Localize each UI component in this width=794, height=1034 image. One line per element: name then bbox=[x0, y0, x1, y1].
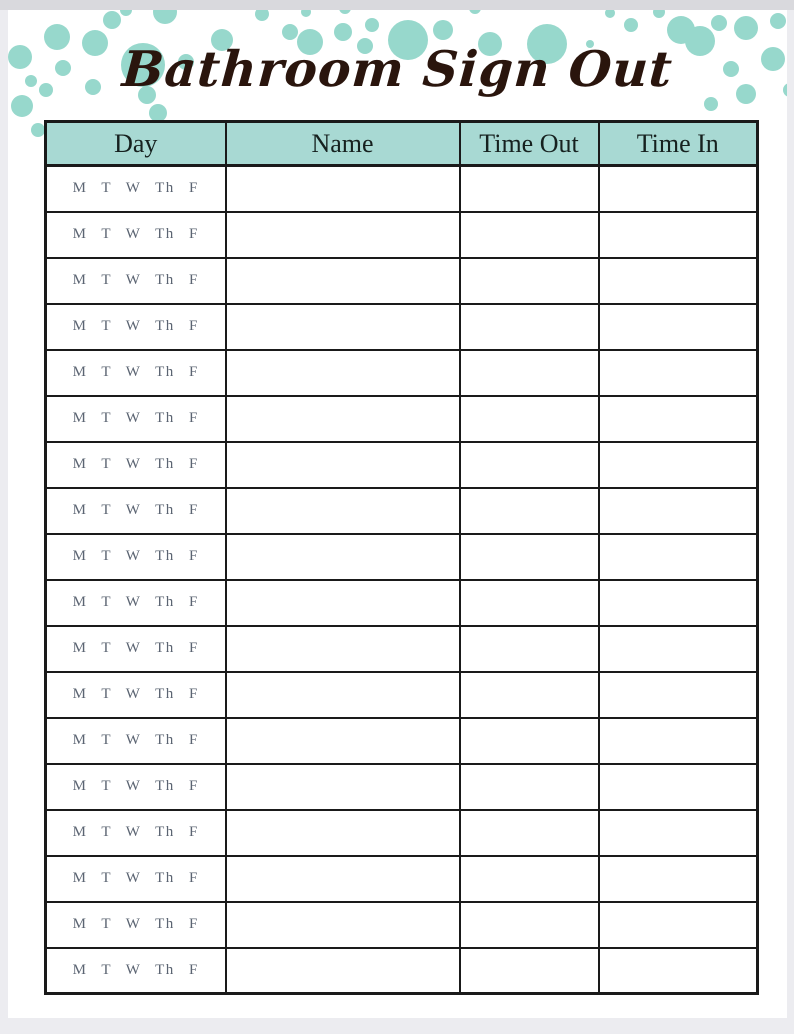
time-in-cell bbox=[599, 902, 758, 948]
time-in-cell bbox=[599, 396, 758, 442]
name-cell bbox=[226, 442, 460, 488]
sheet-page bbox=[8, 10, 787, 1018]
day-cell: M T W Th F bbox=[46, 856, 226, 902]
time-out-cell bbox=[460, 810, 599, 856]
table-row bbox=[46, 810, 758, 856]
signout-table bbox=[44, 120, 759, 995]
table-row bbox=[46, 580, 758, 626]
name-cell bbox=[226, 304, 460, 350]
table-header bbox=[46, 122, 758, 166]
time-out-cell bbox=[460, 902, 599, 948]
day-cell: M T W Th F bbox=[46, 948, 226, 994]
column-header-time-in: Time In bbox=[599, 122, 758, 166]
name-cell bbox=[226, 718, 460, 764]
time-out-cell bbox=[460, 856, 599, 902]
time-in-cell bbox=[599, 350, 758, 396]
polka-dot bbox=[711, 15, 727, 31]
day-cell: M T W Th F bbox=[46, 212, 226, 258]
day-cell: M T W Th F bbox=[46, 718, 226, 764]
polka-dot bbox=[770, 13, 786, 29]
photo-frame-top-edge bbox=[0, 0, 794, 10]
time-out-cell bbox=[460, 626, 599, 672]
name-cell bbox=[226, 212, 460, 258]
name-cell bbox=[226, 672, 460, 718]
time-out-cell bbox=[460, 764, 599, 810]
day-cell: M T W Th F bbox=[46, 764, 226, 810]
table-row bbox=[46, 350, 758, 396]
polka-dot bbox=[120, 10, 132, 16]
polka-dot bbox=[103, 11, 121, 29]
polka-dot bbox=[653, 10, 665, 18]
day-cell: M T W Th F bbox=[46, 350, 226, 396]
time-in-cell bbox=[599, 948, 758, 994]
name-cell bbox=[226, 488, 460, 534]
day-cell: M T W Th F bbox=[46, 902, 226, 948]
table-body bbox=[46, 166, 758, 994]
time-in-cell bbox=[599, 258, 758, 304]
day-cell: M T W Th F bbox=[46, 534, 226, 580]
time-in-cell bbox=[599, 718, 758, 764]
polka-dot bbox=[301, 10, 311, 17]
table-row bbox=[46, 948, 758, 994]
polka-dot bbox=[31, 123, 45, 137]
name-cell bbox=[226, 902, 460, 948]
time-out-cell bbox=[460, 948, 599, 994]
page-title: Bathroom Sign Out bbox=[120, 40, 675, 98]
table-row bbox=[46, 442, 758, 488]
name-cell bbox=[226, 396, 460, 442]
name-cell bbox=[226, 856, 460, 902]
polka-dot bbox=[704, 97, 718, 111]
table-row bbox=[46, 166, 758, 212]
day-cell: M T W Th F bbox=[46, 442, 226, 488]
day-cell: M T W Th F bbox=[46, 166, 226, 212]
table-row bbox=[46, 856, 758, 902]
table-row bbox=[46, 396, 758, 442]
day-cell: M T W Th F bbox=[46, 258, 226, 304]
time-in-cell bbox=[599, 442, 758, 488]
polka-dot bbox=[153, 10, 177, 24]
name-cell bbox=[226, 810, 460, 856]
polka-dot bbox=[339, 10, 351, 14]
name-cell bbox=[226, 626, 460, 672]
time-out-cell bbox=[460, 580, 599, 626]
header-row bbox=[46, 122, 758, 166]
time-in-cell bbox=[599, 764, 758, 810]
polka-dot bbox=[255, 10, 269, 21]
time-out-cell bbox=[460, 212, 599, 258]
name-cell bbox=[226, 166, 460, 212]
table-row bbox=[46, 258, 758, 304]
polka-dot bbox=[605, 10, 615, 18]
name-cell bbox=[226, 350, 460, 396]
time-in-cell bbox=[599, 488, 758, 534]
time-out-cell bbox=[460, 488, 599, 534]
day-cell: M T W Th F bbox=[46, 580, 226, 626]
time-out-cell bbox=[460, 396, 599, 442]
day-cell: M T W Th F bbox=[46, 672, 226, 718]
polka-dot bbox=[334, 23, 352, 41]
name-cell bbox=[226, 258, 460, 304]
polka-dot bbox=[433, 20, 453, 40]
polka-dot bbox=[282, 24, 298, 40]
time-out-cell bbox=[460, 534, 599, 580]
day-cell: M T W Th F bbox=[46, 304, 226, 350]
day-cell: M T W Th F bbox=[46, 488, 226, 534]
time-out-cell bbox=[460, 350, 599, 396]
time-out-cell bbox=[460, 304, 599, 350]
time-in-cell bbox=[599, 672, 758, 718]
time-in-cell bbox=[599, 534, 758, 580]
table-row bbox=[46, 626, 758, 672]
polka-dot bbox=[469, 10, 481, 14]
table-row bbox=[46, 212, 758, 258]
table-row bbox=[46, 304, 758, 350]
time-in-cell bbox=[599, 212, 758, 258]
day-cell: M T W Th F bbox=[46, 396, 226, 442]
time-out-cell bbox=[460, 672, 599, 718]
polka-dot bbox=[624, 18, 638, 32]
table-row bbox=[46, 764, 758, 810]
table-row bbox=[46, 534, 758, 580]
day-cell: M T W Th F bbox=[46, 810, 226, 856]
polka-dot bbox=[365, 18, 379, 32]
time-in-cell bbox=[599, 304, 758, 350]
time-in-cell bbox=[599, 810, 758, 856]
table-row bbox=[46, 672, 758, 718]
polka-dot bbox=[11, 95, 33, 117]
name-cell bbox=[226, 948, 460, 994]
time-out-cell bbox=[460, 442, 599, 488]
time-in-cell bbox=[599, 856, 758, 902]
time-in-cell bbox=[599, 580, 758, 626]
name-cell bbox=[226, 534, 460, 580]
day-cell: M T W Th F bbox=[46, 626, 226, 672]
time-out-cell bbox=[460, 718, 599, 764]
name-cell bbox=[226, 580, 460, 626]
time-in-cell bbox=[599, 626, 758, 672]
time-out-cell bbox=[460, 166, 599, 212]
polka-dot bbox=[734, 16, 758, 40]
time-out-cell bbox=[460, 258, 599, 304]
column-header-day: Day bbox=[46, 122, 226, 166]
table-row bbox=[46, 902, 758, 948]
name-cell bbox=[226, 764, 460, 810]
column-header-time-out: Time Out bbox=[460, 122, 599, 166]
time-in-cell bbox=[599, 166, 758, 212]
table-row bbox=[46, 488, 758, 534]
table-row bbox=[46, 718, 758, 764]
column-header-name: Name bbox=[226, 122, 460, 166]
